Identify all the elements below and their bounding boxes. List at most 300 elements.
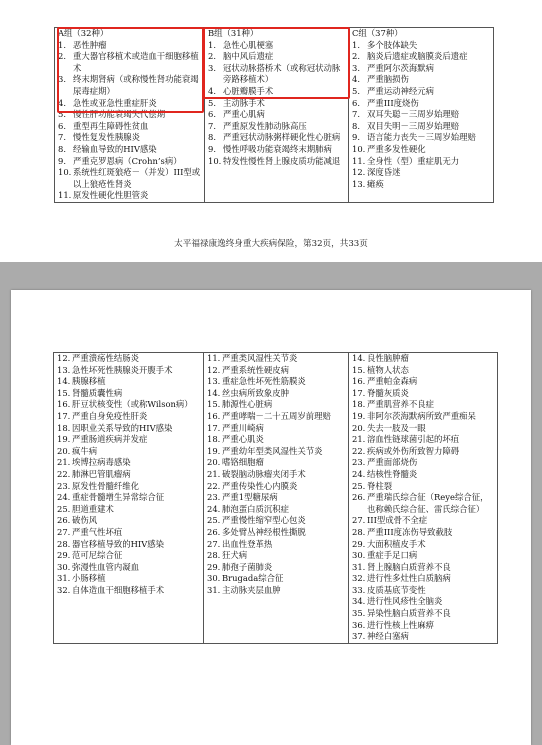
item-text: 严重肠道疾病并发症	[72, 434, 148, 445]
item-text: 严重传染性心内膜炎	[222, 480, 298, 491]
item-number: 15.	[352, 364, 366, 375]
item-text: 瘫痪	[367, 178, 384, 189]
list-item	[205, 132, 348, 144]
item-text: 丝虫病所致象皮肿	[222, 387, 289, 398]
item-number: 9.	[352, 132, 360, 143]
item-text: 脑炎后遗症或脑膜炎后遗症	[367, 51, 468, 62]
item-text: 终末期肾病（或称慢性肾功能衰竭尿毒症期）	[73, 74, 199, 96]
item-text: 出血性登革热	[222, 538, 273, 549]
item-number: 4.	[208, 85, 216, 96]
list-item	[349, 132, 493, 144]
item-number: 27.	[57, 526, 71, 537]
item-text: 恶性肿瘤	[73, 39, 107, 50]
item-text: 严重帕金森病	[367, 376, 418, 387]
list-item	[349, 109, 493, 121]
list-item	[349, 423, 497, 435]
list-item	[349, 608, 497, 620]
list-item	[54, 446, 203, 458]
item-number: 16.	[57, 399, 71, 410]
item-number: 16.	[352, 376, 366, 387]
item-number: 3.	[58, 74, 66, 85]
list-item	[205, 121, 348, 133]
item-number: 35.	[352, 608, 366, 619]
list-item	[54, 353, 203, 365]
item-number: 27.	[207, 538, 221, 549]
list-item	[204, 469, 348, 481]
item-number: 5.	[352, 85, 360, 96]
item-number: 26.	[57, 515, 71, 526]
item-text: 主动脉夹层血肿	[222, 584, 281, 595]
item-text: 严重多发性硬化	[367, 143, 426, 154]
highlight-box-group-a	[57, 27, 204, 113]
item-text: 小肠移植	[72, 573, 106, 584]
item-number: 3.	[352, 62, 360, 73]
item-text: 语言能力丧失－三周岁始理赔	[367, 132, 476, 143]
list-item	[204, 515, 348, 527]
list-item	[349, 469, 497, 481]
item-number: 18.	[352, 399, 366, 410]
page-gap	[0, 262, 542, 290]
list-item	[54, 388, 203, 400]
item-number: 20.	[57, 445, 71, 456]
list-item	[349, 40, 493, 52]
item-text: 弥漫性血管内凝血	[72, 561, 139, 572]
list-item	[204, 550, 348, 562]
item-number: 30.	[207, 573, 221, 584]
item-text: 严重III度冻伤导致截肢	[367, 526, 453, 537]
list-item	[54, 376, 203, 388]
group-b-header: B组（31种）	[208, 28, 259, 38]
item-text: 严重脑损伤	[367, 74, 409, 85]
item-text: 主动脉手术	[223, 97, 265, 108]
highlight-box-group-b	[203, 27, 350, 99]
item-text: 肺淋巴管肌瘤病	[72, 468, 131, 479]
list-item	[204, 365, 348, 377]
item-text: 破伤风	[72, 515, 98, 526]
item-number: 8.	[58, 143, 66, 154]
list-item	[55, 132, 204, 144]
list-item	[55, 167, 204, 190]
item-text: 嗜铬细胞瘤	[222, 457, 264, 468]
item-text: 严重1型糖尿病	[222, 492, 278, 503]
list-item	[204, 353, 348, 365]
group-c-column-cont	[349, 353, 498, 644]
list-item	[349, 573, 497, 585]
item-number: 5.	[58, 109, 66, 120]
item-number: 7.	[208, 120, 216, 131]
item-text: 皮质基底节变性	[367, 584, 426, 595]
item-number: 33.	[352, 584, 366, 595]
item-text: 慢性肝功能衰竭失代偿期	[73, 109, 166, 120]
list-item	[349, 74, 493, 86]
item-number: 17.	[207, 422, 221, 433]
item-number: 9.	[208, 143, 216, 154]
item-number: 15.	[57, 387, 71, 398]
list-item	[349, 156, 493, 168]
item-number: 2.	[208, 51, 216, 62]
list-item	[54, 481, 203, 493]
item-number: 21.	[352, 434, 366, 445]
item-text: 脊柱裂	[367, 480, 393, 491]
item-text: 严重哮喘－二十五周岁前理赔	[222, 410, 331, 421]
list-item	[54, 515, 203, 527]
item-text: 自体造血干细胞移植手术	[72, 584, 165, 595]
item-text: 器官移植导致的HIV感染	[72, 538, 165, 549]
item-number: 23.	[352, 457, 366, 468]
item-text: 严重类风湿性关节炎	[222, 353, 298, 363]
item-text: 急性坏死性胰腺炎开腹手术	[72, 364, 173, 375]
list-item	[349, 179, 493, 191]
item-number: 14.	[207, 387, 221, 398]
item-number: 22.	[207, 480, 221, 491]
item-text: 严重心肌病	[223, 109, 265, 120]
item-text: 严重川崎病	[222, 422, 264, 433]
item-text: Brugada综合征	[222, 573, 284, 584]
item-text: 肾上腺脑白质营养不良	[367, 561, 451, 572]
list-item	[55, 156, 204, 168]
item-text: 全身性（型）重症肌无力	[367, 155, 460, 166]
item-number: 7.	[58, 132, 66, 143]
group-a-column-cont	[54, 353, 204, 644]
list-item	[349, 144, 493, 156]
item-number: 6.	[58, 120, 66, 131]
item-text: 严重幼年型类风湿性关节炎	[222, 445, 323, 456]
item-number: 30.	[352, 550, 366, 561]
item-number: 3.	[208, 62, 216, 73]
item-text: 慢性呼吸功能衰竭终末期肺病	[223, 143, 332, 154]
item-number: 23.	[57, 480, 71, 491]
item-text: 严重瑞氏综合征（Reye综合征，也称赖氏综合征、雷氏综合征）	[367, 492, 489, 514]
item-text: 严重冠状动脉粥样硬化性心脏病	[223, 132, 341, 143]
list-item	[204, 492, 348, 504]
item-text: 原发性硬化性胆管炎	[73, 190, 149, 201]
item-text: 肺源性心脏病	[222, 399, 273, 410]
item-text: 因职业关系导致的HIV感染	[72, 422, 173, 433]
item-number: 19.	[352, 410, 366, 421]
group-a-list-cont	[54, 353, 203, 596]
group-b-column-cont	[204, 353, 349, 644]
item-text: 严重系统性硬皮病	[222, 364, 289, 375]
list-item	[54, 399, 203, 411]
item-number: 14.	[352, 353, 366, 363]
list-item	[54, 492, 203, 504]
item-number: 37.	[352, 631, 366, 642]
item-number: 10.	[352, 143, 366, 154]
item-text: 进行性核上性麻痹	[367, 619, 434, 630]
list-item	[349, 481, 497, 493]
item-number: 31.	[207, 584, 221, 595]
item-number: 9.	[58, 155, 66, 166]
list-item	[349, 63, 493, 75]
item-text: 系统性红斑狼疮－（并发）III型或以上狼疮性肾炎	[73, 167, 201, 189]
list-item	[204, 573, 348, 585]
item-text: 严重III度烧伤	[367, 97, 419, 108]
list-item	[349, 353, 497, 365]
item-text: 溶血性链球菌引起的坏疽	[367, 434, 460, 445]
item-text: 脑中风后遗症	[223, 51, 274, 62]
list-item	[349, 631, 497, 643]
item-text: 胰腺移植	[72, 376, 106, 387]
item-number: 14.	[57, 376, 71, 387]
item-number: 5.	[208, 97, 216, 108]
item-text: 良性脑肿瘤	[367, 353, 409, 363]
item-number: 20.	[352, 422, 366, 433]
item-text: 进行性风疹性全脑炎	[367, 596, 443, 607]
item-text: 进行性多灶性白质脑病	[367, 573, 451, 584]
list-item	[349, 585, 497, 597]
list-item	[54, 365, 203, 377]
item-text: 深度昏迷	[367, 167, 401, 178]
list-item	[204, 411, 348, 423]
list-item	[349, 492, 497, 515]
item-number: 22.	[352, 445, 366, 456]
item-number: 32.	[57, 584, 71, 595]
list-item	[204, 585, 348, 597]
item-number: 4.	[352, 74, 360, 85]
item-text: 异染性脑白质营养不良	[367, 608, 451, 619]
item-text: 狂犬病	[222, 550, 248, 561]
list-item	[204, 388, 348, 400]
item-text: 疾病或外伤所致智力障碍	[367, 445, 460, 456]
list-item	[55, 144, 204, 156]
list-item	[349, 539, 497, 551]
item-number: 2.	[58, 51, 66, 62]
list-item	[205, 156, 348, 168]
item-number: 13.	[352, 178, 366, 189]
item-text: 急性或亚急性重症肝炎	[73, 97, 157, 108]
list-item	[349, 365, 497, 377]
item-number: 11.	[352, 155, 366, 166]
item-number: 29.	[57, 550, 71, 561]
list-item	[204, 504, 348, 516]
item-text: 严重心肌炎	[222, 434, 264, 445]
item-number: 1.	[352, 39, 360, 50]
item-number: 10.	[208, 155, 222, 166]
list-item	[349, 399, 497, 411]
list-item	[55, 190, 204, 202]
item-number: 28.	[57, 538, 71, 549]
list-item	[54, 469, 203, 481]
list-item	[349, 434, 497, 446]
list-item	[349, 596, 497, 608]
item-number: 8.	[352, 120, 360, 131]
item-number: 1.	[58, 39, 66, 50]
item-text: 双目失明－三周岁始理赔	[367, 120, 460, 131]
list-item	[349, 376, 497, 388]
item-number: 25.	[57, 503, 71, 514]
list-item	[205, 109, 348, 121]
list-item	[204, 446, 348, 458]
list-item	[349, 457, 497, 469]
item-text: III型成骨不全症	[367, 515, 428, 526]
item-number: 18.	[57, 422, 71, 433]
item-text: 范可尼综合征	[72, 550, 123, 561]
item-text: 急性心肌梗塞	[223, 39, 274, 50]
list-item	[349, 515, 497, 527]
item-number: 21.	[57, 457, 71, 468]
group-c-list-cont	[349, 353, 497, 643]
item-number: 25.	[352, 480, 366, 491]
item-number: 27.	[352, 515, 366, 526]
list-item	[54, 423, 203, 435]
list-item	[54, 562, 203, 574]
item-text: 严重阿尔茨海默病	[367, 62, 434, 73]
item-number: 21.	[207, 468, 221, 479]
item-text: 严重慢性缩窄型心包炎	[222, 515, 306, 526]
item-text: 肝豆状核变性（或称Wilson病）	[72, 399, 193, 410]
disease-table-page33	[53, 352, 498, 644]
item-text: 经输血导致的HIV感染	[73, 143, 157, 154]
item-number: 2.	[352, 51, 360, 62]
item-text: 多个肢体缺失	[367, 39, 418, 50]
list-item	[349, 550, 497, 562]
item-number: 31.	[57, 573, 71, 584]
item-text: 心脏瓣膜手术	[223, 85, 274, 96]
item-text: 严重运动神经元病	[367, 85, 434, 96]
item-text: 肺泡蛋白质沉积症	[222, 503, 289, 514]
page-footer: 太平福禄康逸终身重大疾病保险，第32页，共33页	[174, 239, 368, 249]
item-number: 23.	[207, 492, 221, 503]
item-number: 17.	[57, 410, 71, 421]
list-item	[349, 121, 493, 133]
list-item	[204, 527, 348, 539]
list-item	[349, 167, 493, 179]
list-item	[55, 121, 204, 133]
list-item	[204, 539, 348, 551]
item-number: 26.	[352, 492, 366, 503]
item-text: 严重面部烧伤	[367, 457, 418, 468]
item-text: 原发性骨髓纤维化	[72, 480, 139, 491]
group-a-header: A组（32种）	[58, 28, 109, 38]
item-text: 严重气性坏疽	[72, 526, 123, 537]
item-number: 1.	[208, 39, 216, 50]
list-item	[54, 504, 203, 516]
list-item	[349, 86, 493, 98]
item-number: 10.	[58, 167, 72, 178]
item-text: 多处臂丛神经根性撕脱	[222, 526, 306, 537]
document-page-32	[0, 0, 542, 262]
item-number: 7.	[352, 109, 360, 120]
list-item	[349, 562, 497, 574]
item-text: 肺孢子菌肺炎	[222, 561, 273, 572]
item-number: 17.	[352, 387, 366, 398]
item-number: 32.	[352, 573, 366, 584]
list-item	[349, 411, 497, 423]
item-number: 12.	[352, 167, 366, 178]
list-item	[349, 388, 497, 400]
item-text: 脊髓灰质炎	[367, 387, 409, 398]
list-item	[349, 446, 497, 458]
document-page-33	[11, 290, 531, 745]
item-number: 12.	[207, 364, 221, 375]
item-number: 13.	[207, 376, 221, 387]
list-item	[54, 585, 203, 597]
item-text: 非阿尔茨海默病所致严重痴呆	[367, 410, 476, 421]
list-item	[54, 434, 203, 446]
item-text: 严重肌营养不良症	[367, 399, 434, 410]
group-b-list-cont	[204, 353, 348, 596]
item-text: 重症急性坏死性筋膜炎	[222, 376, 306, 387]
item-number: 19.	[57, 434, 71, 445]
item-number: 26.	[207, 526, 221, 537]
item-number: 28.	[352, 526, 366, 537]
item-text: 植物人状态	[367, 364, 409, 375]
item-number: 6.	[352, 97, 360, 108]
group-c-header: C组（37种）	[352, 28, 403, 38]
item-number: 34.	[352, 596, 366, 607]
item-number: 30.	[57, 561, 71, 572]
list-item	[204, 376, 348, 388]
list-item	[204, 423, 348, 435]
item-number: 24.	[207, 503, 221, 514]
item-text: 埃博拉病毒感染	[72, 457, 131, 468]
item-text: 肾髓质囊性病	[72, 387, 123, 398]
list-item	[54, 573, 203, 585]
item-number: 13.	[57, 364, 71, 375]
item-number: 31.	[352, 561, 366, 572]
item-text: 失去一肢及一眼	[367, 422, 426, 433]
item-number: 11.	[58, 190, 72, 201]
list-item	[349, 98, 493, 110]
item-number: 20.	[207, 457, 221, 468]
item-number: 4.	[58, 97, 66, 108]
item-text: 破裂脑动脉瘤夹闭手术	[222, 468, 306, 479]
item-number: 24.	[57, 492, 71, 503]
list-item	[54, 527, 203, 539]
item-text: 慢性复发性胰腺炎	[73, 132, 140, 143]
item-text: 严重溃疡性结肠炎	[72, 353, 139, 363]
list-item	[54, 457, 203, 469]
list-item	[54, 550, 203, 562]
item-number: 19.	[207, 445, 221, 456]
item-number: 28.	[207, 550, 221, 561]
item-text: 重大器官移植术或造血干细胞移植术	[73, 51, 199, 73]
list-item	[54, 539, 203, 551]
item-number: 18.	[207, 434, 221, 445]
list-item	[349, 620, 497, 632]
item-number: 22.	[57, 468, 71, 479]
list-item	[204, 434, 348, 446]
item-text: 严重自身免疫性肝炎	[72, 410, 148, 421]
list-item	[349, 527, 497, 539]
item-number: 29.	[207, 561, 221, 572]
item-number: 8.	[208, 132, 216, 143]
group-c-list	[349, 40, 493, 191]
item-text: 大面积植皮手术	[367, 538, 426, 549]
list-item	[205, 98, 348, 110]
item-text: 神经白塞病	[367, 631, 409, 642]
item-number: 36.	[352, 619, 366, 630]
item-number: 24.	[352, 468, 366, 479]
item-number: 12.	[57, 353, 71, 363]
list-item	[204, 481, 348, 493]
item-text: 结核性脊髓炎	[367, 468, 418, 479]
item-text: 重症手足口病	[367, 550, 418, 561]
list-item	[204, 399, 348, 411]
list-item	[204, 457, 348, 469]
list-item	[204, 562, 348, 574]
list-item	[349, 51, 493, 63]
item-text: 特发性慢性肾上腺皮质功能减退	[223, 155, 341, 166]
item-number: 16.	[207, 410, 221, 421]
group-c-column	[349, 28, 494, 203]
item-text: 冠状动脉搭桥术（或称冠状动脉旁路移植术）	[223, 62, 341, 85]
item-number: 6.	[208, 109, 216, 120]
item-number: 11.	[207, 353, 221, 363]
item-text: 胆道重建术	[72, 503, 114, 514]
item-text: 疯牛病	[72, 445, 98, 456]
item-text: 双耳失聪－三周岁始理赔	[367, 109, 460, 120]
